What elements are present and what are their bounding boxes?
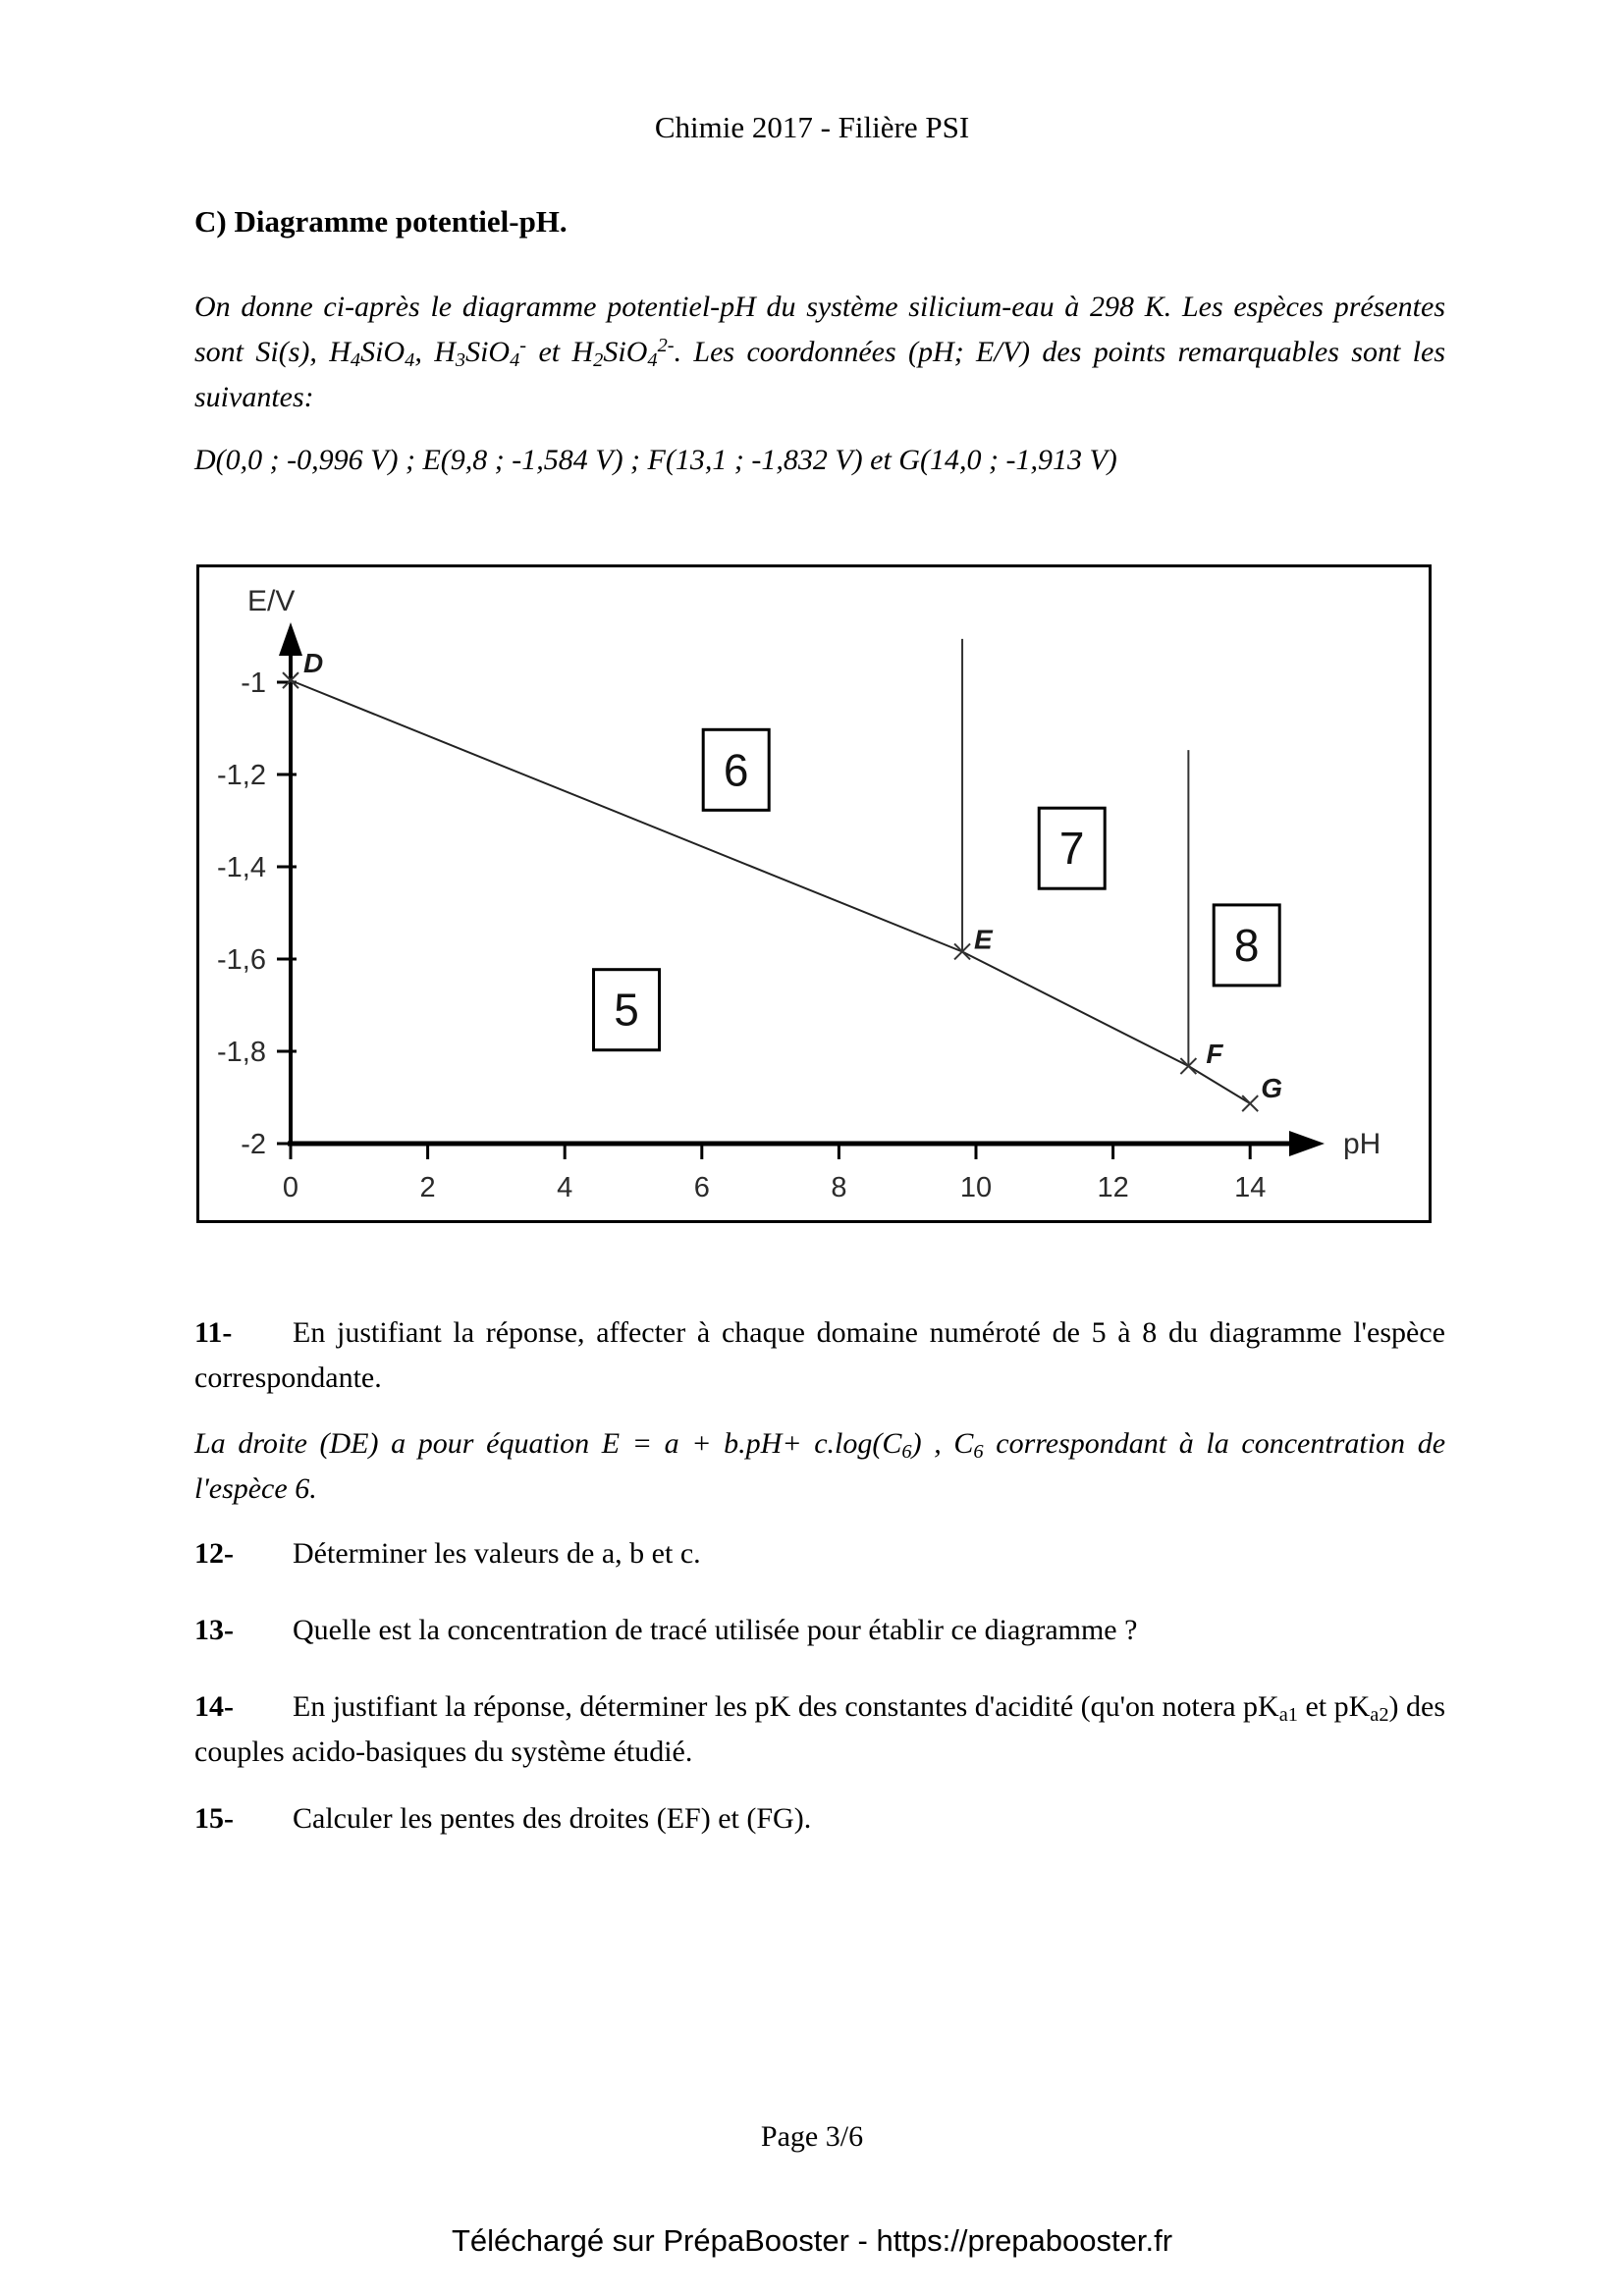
download-note: Téléchargé sur PrépaBooster - https://prepabooster.fr [451, 2223, 1173, 2258]
point-label: G [1261, 1073, 1282, 1104]
region-label-5 [594, 970, 660, 1050]
section-title: C) Diagramme potentiel-pH. [194, 204, 568, 239]
question-14 [194, 1684, 1445, 1775]
y-axis-arrow-icon [279, 622, 302, 656]
point-G [1242, 1073, 1282, 1111]
x-tick-label: 4 [557, 1172, 573, 1203]
question-15-text: Calculer les pentes des droites (EF) et (FG). [293, 1802, 812, 1835]
question-15-number: 15- [194, 1802, 234, 1835]
question-13-number: 13- [194, 1614, 234, 1646]
x-axis [288, 1128, 1380, 1160]
svg-text:6: 6 [723, 744, 749, 796]
point-label: D [303, 648, 324, 679]
region-label-6 [703, 729, 769, 810]
svg-text:7: 7 [1058, 823, 1085, 875]
question-11 [194, 1310, 1445, 1401]
x-tick-label: 2 [419, 1172, 436, 1203]
question-14-text: En justifiant la réponse, déterminer les pK des constantes d'acidité (qu'on notera $pK_{a1}$ et $pK_{a2}$) des couples acido-basiques du système étudié. [194, 1690, 1445, 1768]
x-axis-label: pH [1343, 1128, 1381, 1160]
y-tick-label: -1,6 [217, 944, 266, 976]
chart-svg [199, 567, 1429, 1220]
question-15 [194, 1796, 1445, 1842]
page-number: Page 3/6 [760, 2120, 864, 2153]
y-axis-label: E/V [247, 585, 296, 617]
point-F [1180, 1039, 1223, 1074]
x-ticks [283, 1144, 1266, 1203]
y-tick-label: -1,8 [217, 1037, 266, 1068]
equation-note: La droite (DE) a pour équation $E = a + b.pH+ c.\log(C_6)$ , $C_6$ correspondant à la concentration de l'espèce 6. [194, 1427, 1446, 1505]
point-label: E [974, 924, 993, 955]
region-label-7 [1039, 808, 1105, 888]
region-label-8 [1214, 905, 1279, 986]
x-tick-label: 6 [693, 1172, 710, 1203]
x-tick-label: 8 [831, 1172, 847, 1203]
x-axis-arrow-icon [1289, 1131, 1325, 1156]
y-tick-label: -2 [241, 1129, 266, 1160]
question-14-number: 14- [194, 1690, 234, 1723]
y-tick-label: -1,2 [217, 760, 266, 791]
question-12-text: Déterminer les valeurs de a, b et c. [293, 1537, 701, 1570]
svg-text:5: 5 [614, 984, 639, 1036]
question-11-number: 11- [194, 1316, 233, 1349]
question-13-text: Quelle est la concentration de tracé utilisée pour établir ce diagramme ? [293, 1614, 1138, 1646]
y-tick-label: -1,4 [217, 852, 266, 883]
x-tick-label: 12 [1097, 1172, 1129, 1203]
intro-paragraph: On donne ci-après le diagramme potentiel-pH du système silicium-eau à 298 K. Les espèces présentes sont Si(s), $H_4SiO_4$, $H_3SiO_4^-$ et $H_2SiO_4^{2-}$. Les coordonnées (pH; E/V) des points remarquables sont les suivantes: [194, 291, 1446, 413]
y-ticks [217, 667, 297, 1160]
point-label: F [1206, 1039, 1223, 1070]
y-tick-label: -1 [241, 667, 266, 699]
coordinates-line: D(0,0 ; -0,996 V) ; E(9,8 ; -1,584 V) ; F(13,1 ; -1,832 V) et G(14,0 ; -1,913 V) [194, 444, 1117, 476]
x-tick-label: 0 [282, 1172, 299, 1203]
question-13 [194, 1608, 1445, 1653]
question-12-number: 12- [194, 1537, 234, 1570]
page-header-title: Chimie 2017 - Filière PSI [654, 110, 970, 144]
question-11-text: En justifiant la réponse, affecter à chaque domaine numéroté de 5 à 8 du diagramme l'espèce correspondante. [194, 1316, 1445, 1394]
potential-ph-chart [196, 564, 1432, 1223]
question-12 [194, 1531, 1445, 1576]
point-E [954, 924, 994, 959]
x-tick-label: 10 [959, 1172, 993, 1203]
svg-text:8: 8 [1233, 919, 1260, 971]
x-tick-label: 14 [1234, 1172, 1267, 1203]
